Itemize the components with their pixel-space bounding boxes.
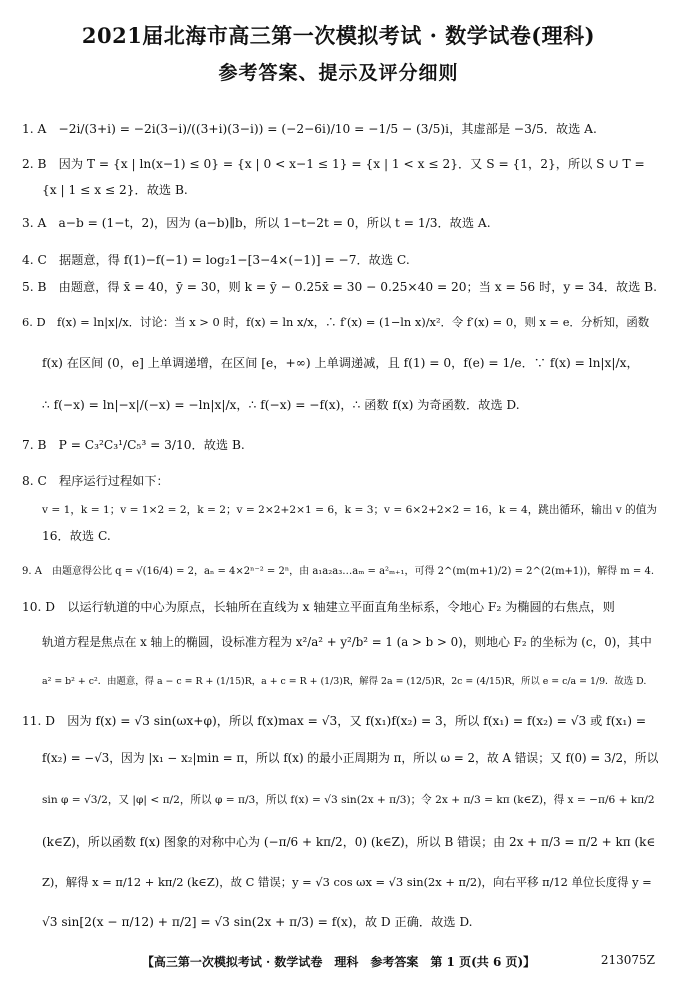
document-title: 2021届北海市高三第一次模拟考试 · 数学试卷(理科): [81, 23, 596, 48]
answer-8-cont2: 16．故选 C.: [42, 529, 111, 543]
document-subtitle: 参考答案、提示及评分细则: [218, 62, 459, 84]
answer-8: 8. C 程序运行过程如下：: [22, 474, 169, 488]
answer-11-cont4: Z)，解得 x = π/12 + kπ/2 (k∈Z)，故 C 错误；y = √3 cos ωx = √3 sin(2x + π/2)，向右平移 π/12 单位长度得 y =: [42, 875, 652, 889]
answer-11-cont3: (k∈Z)，所以函数 f(x) 图象的对称中心为 (−π/6 + kπ/2，0) (k∈Z)，所以 B 错误；由 2x + π/3 = π/2 + kπ (k∈: [42, 835, 656, 849]
answer-7: 7. B P = C₃²C₃¹/C₅³ = 3/10．故选 B.: [22, 438, 245, 452]
answer-11-cont5: √3 sin[2(x − π/12) + π/2] = √3 sin(2x + π/3) = f(x)，故 D 正确．故选 D.: [42, 915, 473, 929]
answer-10: 10. D 以运行轨道的中心为原点，长轴所在直线为 x 轴建立平面直角坐标系，令地心 F₂ 为椭圆的右焦点，则: [22, 600, 615, 614]
answer-11-cont2: sin φ = √3/2，又 |φ| < π/2，所以 φ = π/3，所以 f(x) = √3 sin(2x + π/3)；令 2x + π/3 = kπ (k∈Z)，得 x = −π/6 + kπ/2: [42, 794, 655, 806]
answer-2: 2. B 因为 T = {x | ln(x−1) ≤ 0} = {x | 0 < x−1 ≤ 1} = {x | 1 < x ≤ 2}．又 S = {1，2}，所以 S ∪ T =: [22, 157, 645, 171]
answer-6-cont2: ∴ f(−x) = ln|−x|/(−x) = −ln|x|/x，∴ f(−x) = −f(x)，∴ 函数 f(x) 为奇函数．故选 D.: [42, 398, 520, 412]
footer-text: 【高三第一次模拟考试 · 数学试卷 理科 参考答案 第 1 页(共 6 页)】: [141, 955, 536, 969]
answer-10-cont2: a² = b² + c²．由题意，得 a − c = R + (1/15)R，a + c = R + (1/3)R，解得 2a = (12/5)R，2c = (4/15)R，所以 e = c/a = 1/9．故选 D.: [42, 676, 647, 687]
answer-11: 11. D 因为 f(x) = √3 sin(ωx+φ)，所以 f(x)max = √3，又 f(x₁)f(x₂) = 3，所以 f(x₁) = f(x₂) = √3 或 f(x₁) =: [22, 714, 647, 728]
answer-9: 9. A 由题意得公比 q = √(16/4) = 2，aₙ = 4×2ⁿ⁻² = 2ⁿ，由 a₁a₂a₃…aₘ = a²ₘ₊₁，可得 2^(m(m+1)/2) = 2^(2(m+1))，解得 m = 4.: [22, 566, 655, 577]
answer-5: 5. B 由题意，得 x̄ = 40，ȳ = 30，则 k = ȳ − 0.25x̄ = 30 − 0.25×40 = 20；当 x = 56 时，y = 34．故选 B.: [22, 280, 657, 294]
answer-8-cont1: v = 1，k = 1；v = 1×2 = 2，k = 2；v = 2×2+2×1 = 6，k = 3；v = 6×2+2×2 = 16，k = 4，跳出循环，输出 v 的值为: [42, 504, 657, 516]
answer-2-cont: {x | 1 ≤ x ≤ 2}．故选 B.: [42, 183, 188, 197]
footer-code: 213075Z: [600, 953, 655, 967]
answer-10-cont1: 轨道方程是焦点在 x 轴上的椭圆，设标准方程为 x²/a² + y²/b² = 1 (a > b > 0)，则地心 F₂ 的坐标为 (c，0)，其中: [42, 635, 652, 649]
answer-11-cont1: f(x₂) = −√3，因为 |x₁ − x₂|min = π，所以 f(x) 的最小正周期为 π，所以 ω = 2，故 A 错误；又 f(0) = 3/2，所以: [42, 751, 659, 765]
answer-6-cont1: f(x) 在区间 (0，e] 上单调递增，在区间 [e，+∞) 上单调递减，且 f(1) = 0，f(e) = 1/e．∵ f(x) = ln|x|/x，: [42, 356, 639, 370]
answer-4: 4. C 据题意，得 f(1)−f(−1) = log₂1−[3−4×(−1)] = −7．故选 C.: [22, 253, 410, 267]
answer-1: 1. A −2i/(3+i) = −2i(3−i)/((3+i)(3−i)) = (−2−6i)/10 = −1/5 − (3/5)i，其虚部是 −3/5．故选 A.: [22, 122, 597, 136]
answer-3: 3. A a−b = (1−t，2)，因为 (a−b)∥b，所以 1−t−2t = 0，所以 t = 1/3．故选 A.: [22, 216, 491, 230]
answer-6: 6. D f(x) = ln|x|/x．讨论：当 x > 0 时，f(x) = ln x/x，∴ f′(x) = (1−ln x)/x²．令 f′(x) = 0，则 x = e．分析知，函数: [22, 315, 650, 329]
